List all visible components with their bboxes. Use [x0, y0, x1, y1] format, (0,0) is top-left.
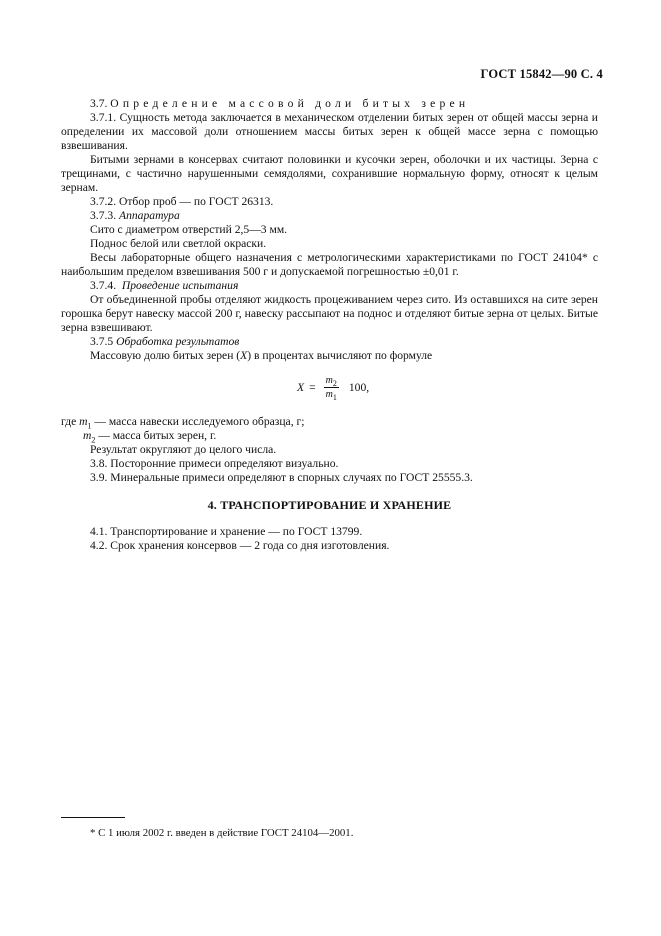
section-number: 3.7.4. [90, 279, 117, 292]
section-4-title: 4. ТРАНСПОРТИРОВАНИЕ И ХРАНЕНИЕ [207, 498, 452, 512]
section-3-7-4-heading [61, 279, 598, 293]
page-header: ГОСТ 15842—90 С. 4 [480, 67, 603, 81]
section-title: Аппаратура [119, 209, 180, 222]
paragraph-3-7-4: От объединенной пробы отделяют жидкость процеживанием через сито. Из оставшихся на сите зерен горошка берут навеску массой 200 г, навеску рассыпают на поднос и отделяют битые зерна от целых. Битые зерна взвешивают. [61, 293, 598, 334]
formula-numerator: $m_2$ [325, 375, 337, 388]
formula-factor: 100 [348, 380, 367, 394]
formula: X = $\frac{m_2}{m_1}$ 100 , [297, 375, 370, 402]
paragraph-broken-grains: Битыми зернами в консервах считают половинки и кусочки зерен, оболочки и их частицы. Зерна с трещинами, с частично нарушенными семядолями, сохранившие нормальную форму, относят к целым зернам. [61, 153, 598, 194]
section-number: 3.7. [90, 97, 108, 110]
paragraph-3-7-2: 3.7.2. Отбор проб — по ГОСТ 26313. [90, 195, 274, 208]
where-m1: где $m_1$ — масса навески исследуемого образца, г; [61, 415, 305, 431]
paragraph-rounding: Результат округляют до целого числа. [90, 443, 277, 456]
apparatus-tray: Поднос белой или светлой окраски. [90, 237, 267, 250]
where-m2: $m_2$ — масса битых зерен, г. [83, 429, 217, 445]
paragraph-3-7-1: 3.7.1. Сущность метода заключается в механическом отделении битых зерен от общей массы зерна и определении их массовой доли отношением массы битых зерен к общей массе зерна с помощью взвешивания. [61, 111, 598, 152]
section-3-7-3-heading [61, 209, 598, 223]
apparatus-scales: Весы лабораторные общего назначения с метрологическими характеристиками по ГОСТ 24104* с наибольшим пределом взвешивания 500 г и допускаемой погрешностью ±0,01 г. [61, 251, 598, 278]
formula-equals: = [309, 380, 316, 394]
paragraph-3-7-5: Массовую долю битых зерен (X) в процентах вычисляют по формуле [90, 349, 433, 362]
paragraph-3-9: 3.9. Минеральные примеси определяют в спорных случаях по ГОСТ 25555.3. [90, 471, 473, 484]
section-3-7-heading [61, 97, 598, 111]
paragraph-4-1: 4.1. Транспортирование и хранение — по ГОСТ 13799. [90, 525, 363, 538]
section-title: Определение массовой доли битых зерен [110, 97, 470, 110]
apparatus-sieve: Сито с диаметром отверстий 2,5—3 мм. [90, 223, 288, 236]
page-content [61, 97, 598, 553]
section-3-7-5-heading [61, 335, 598, 349]
variable-x: X [240, 349, 248, 362]
formula-lhs: X [297, 380, 305, 394]
footnote-divider [61, 817, 125, 818]
paragraph-4-2: 4.2. Срок хранения консервов — 2 года со дня изготовления. [90, 539, 390, 552]
formula-denominator: $m_1$ [325, 389, 337, 402]
section-title: Обработка результатов [116, 335, 240, 348]
formula-fraction [324, 375, 339, 400]
section-number: 3.7.3. [90, 209, 117, 222]
section-title: Проведение испытания [121, 279, 239, 292]
footnote: * С 1 июля 2002 г. введен в действие ГОСТ 24104—2001. [90, 827, 354, 839]
paragraph-3-8: 3.8. Посторонние примеси определяют визуально. [90, 457, 339, 470]
section-number: 3.7.5 [90, 335, 114, 348]
